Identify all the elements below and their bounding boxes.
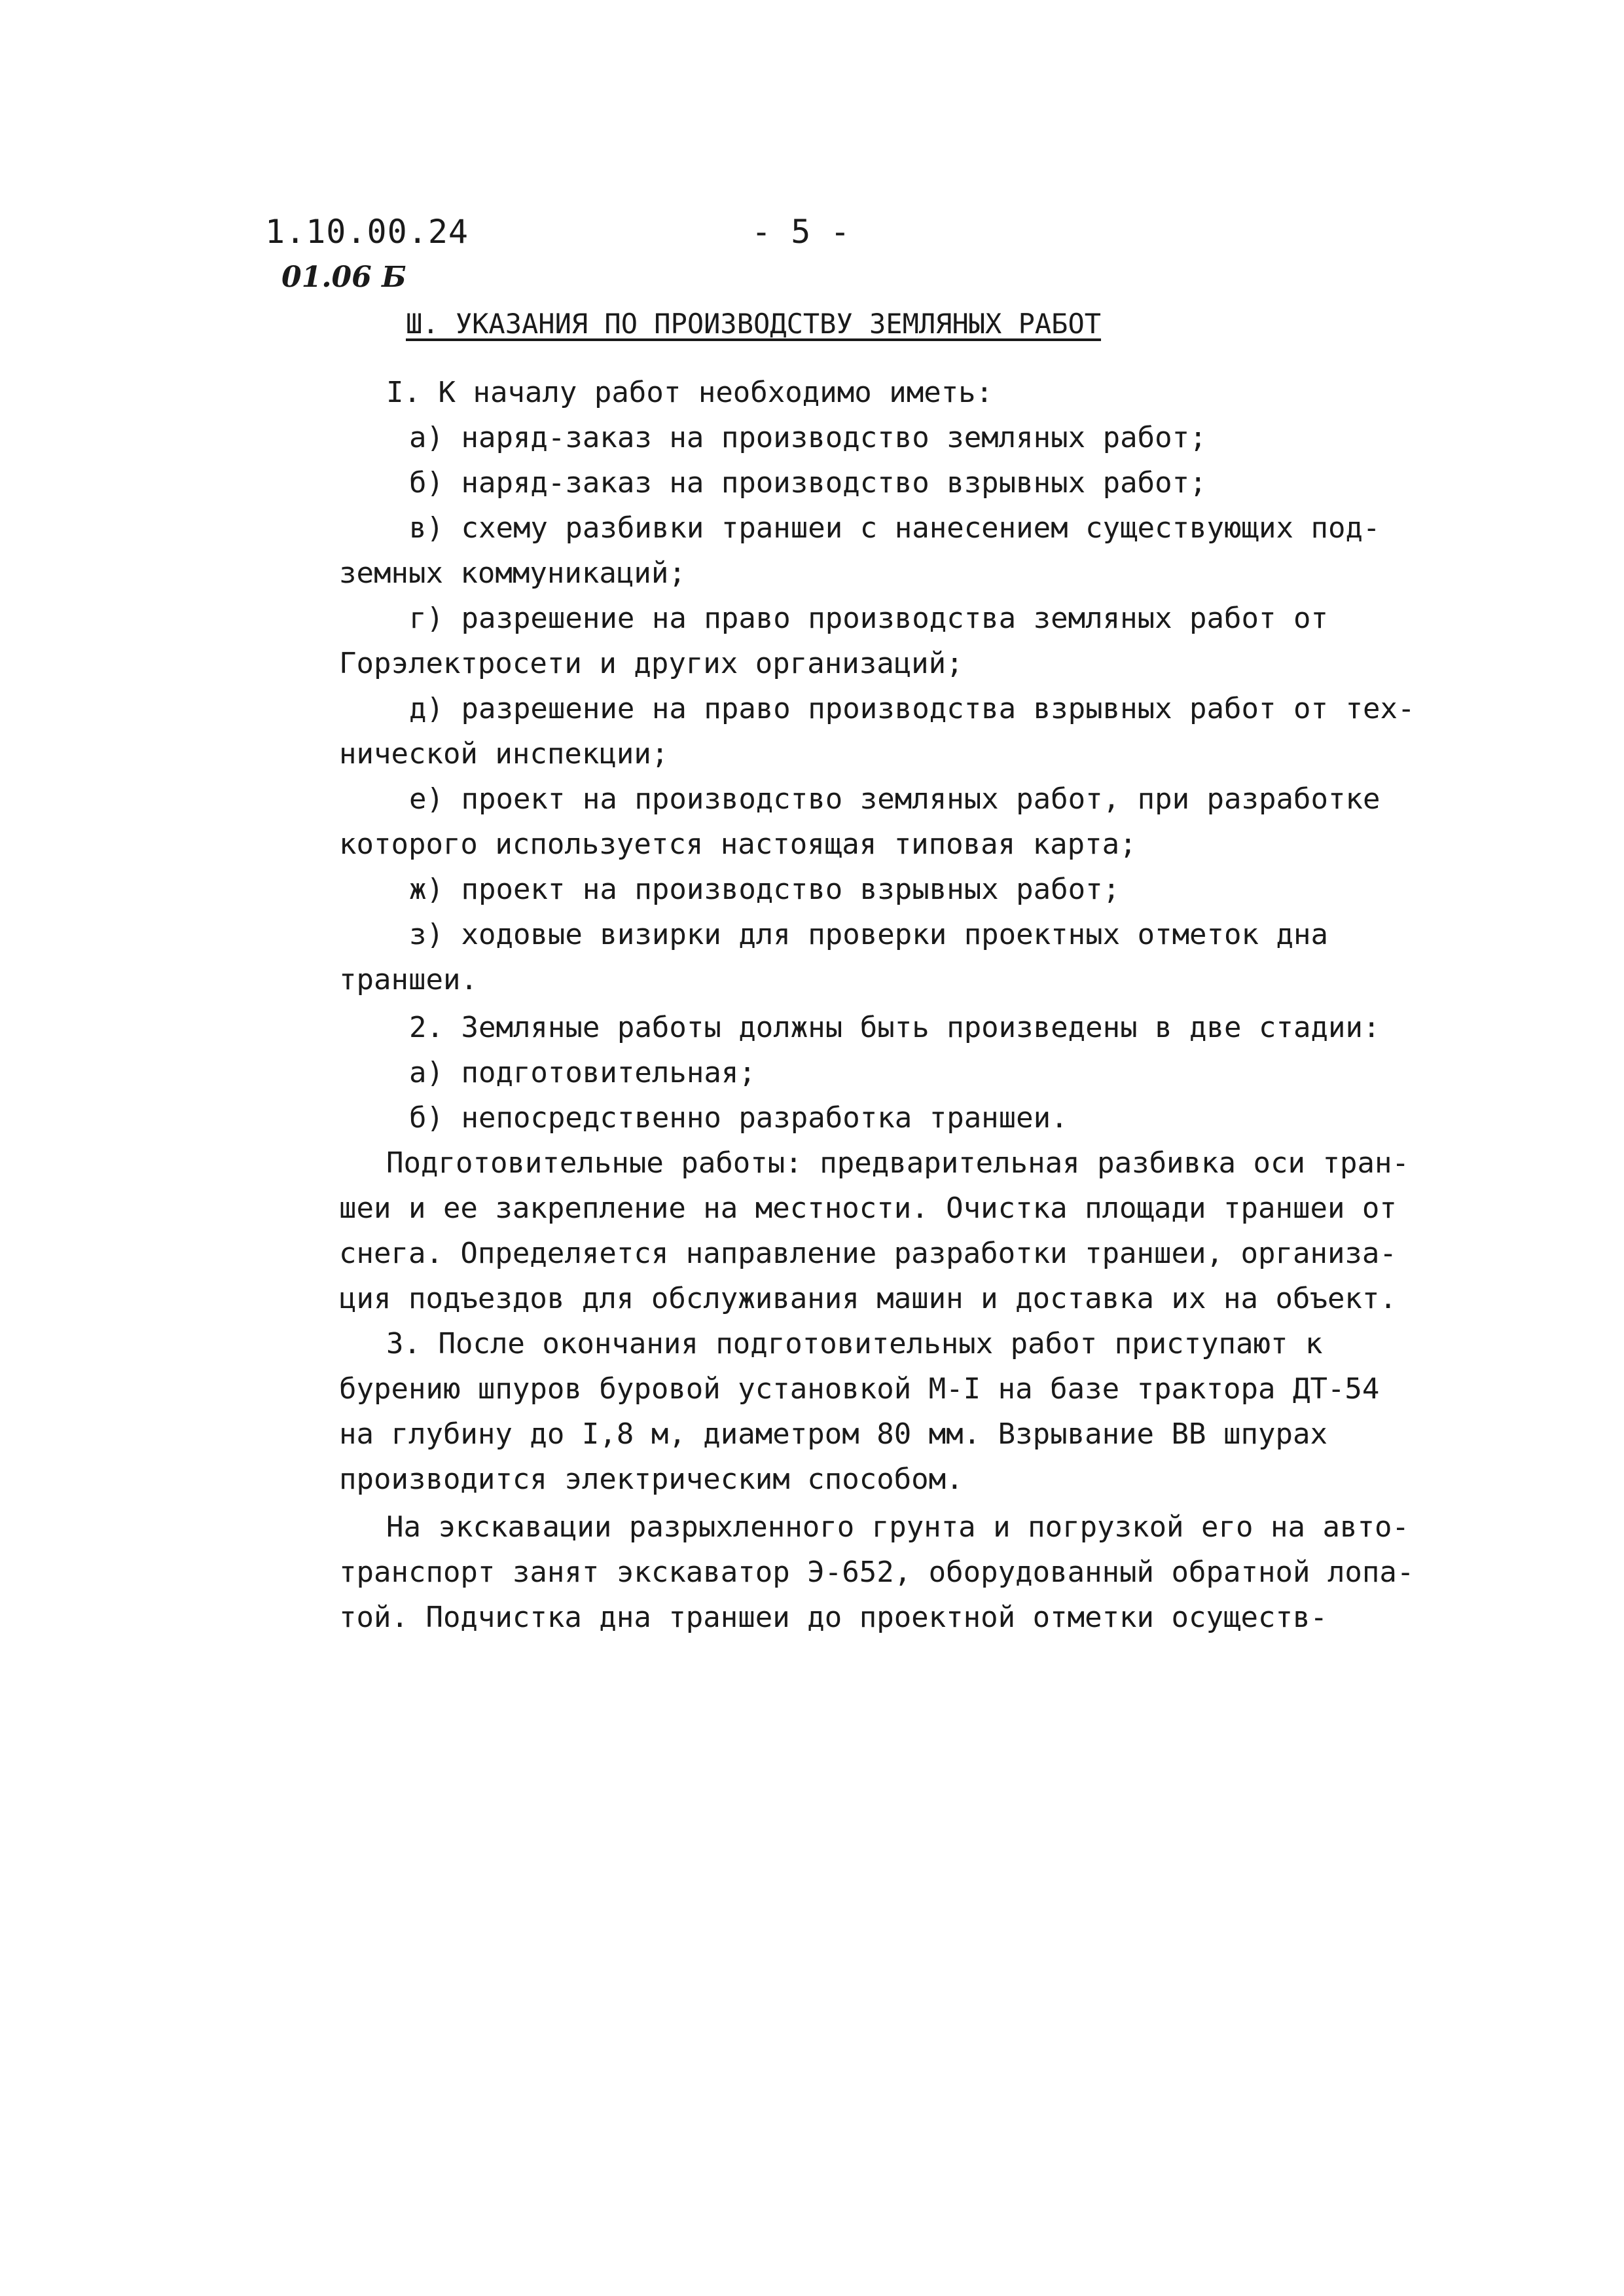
list-item-continuation: Горэлектросети и других организаций; — [339, 647, 964, 680]
paragraph-line: I. К началу работ необходимо иметь: — [386, 376, 994, 409]
paragraph-line: транспорт занят экскаватор Э-652, оборудованный обратной лопа- — [339, 1556, 1415, 1589]
paragraph-line: Подготовительные работы: предварительная разбивка оси тран- — [386, 1146, 1409, 1180]
paragraph-line: той. Подчистка дна траншеи до проектной отметки осуществ- — [339, 1601, 1327, 1634]
list-item-continuation: траншеи. — [339, 963, 478, 996]
page-number: - 5 - — [751, 213, 850, 251]
list-item-z: з) ходовые визирки для проверки проектных отметок дна — [409, 918, 1328, 951]
paragraph-line: бурению шпуров буровой установкой М-I на базе трактора ДТ-54 — [339, 1372, 1380, 1406]
paragraph-line: снега. Определяется направление разработки траншеи, организа- — [339, 1237, 1397, 1270]
paragraph-line: На экскавации разрыхленного грунта и погрузкой его на авто- — [386, 1510, 1409, 1544]
section-title: Ш. УКАЗАНИЯ ПО ПРОИЗВОДСТВУ ЗЕМЛЯНЫХ РАБОТ — [406, 308, 1102, 340]
list-item-d: д) разрешение на право производства взрывных работ от тех- — [409, 692, 1415, 725]
list-item-zh: ж) проект на производство взрывных работ; — [409, 873, 1121, 906]
list-item-continuation: которого используется настоящая типовая карта; — [339, 828, 1137, 861]
list-item-g: г) разрешение на право производства земляных работ от — [409, 602, 1328, 635]
list-item-b: б) наряд-заказ на производство взрывных работ; — [409, 466, 1207, 500]
list-item-e: е) проект на производство земляных работ, при разработке — [409, 782, 1380, 816]
paragraph-line: на глубину до I,8 м, диаметром 80 мм. Взрывание ВВ шпурах — [339, 1417, 1327, 1451]
paragraph-line: 3. После окончания подготовительных работ приступают к — [386, 1327, 1323, 1360]
paragraph-line: 2. Земляные работы должны быть произведены в две стадии: — [409, 1011, 1380, 1044]
handwritten-annotation: 01.06 Б — [281, 261, 406, 294]
list-item-a: а) наряд-заказ на производство земляных работ; — [409, 421, 1207, 454]
list-item-a: а) подготовительная; — [409, 1056, 756, 1089]
paragraph-line: ция подъездов для обслуживания машин и доставка их на объект. — [339, 1282, 1397, 1315]
list-item-v: в) схему разбивки траншеи с нанесением существующих под- — [409, 511, 1380, 545]
list-item-b: б) непосредственно разработка траншеи. — [409, 1101, 1068, 1135]
document-body — [327, 370, 1415, 1640]
list-item-continuation: земных коммуникаций; — [339, 556, 686, 590]
paragraph-line: производится электрическим способом. — [339, 1463, 964, 1496]
document-code: 1.10.00.24 — [265, 213, 469, 251]
list-item-continuation: нической инспекции; — [339, 737, 669, 771]
paragraph-line: шеи и ее закрепление на местности. Очистка площади траншеи от — [339, 1192, 1397, 1225]
